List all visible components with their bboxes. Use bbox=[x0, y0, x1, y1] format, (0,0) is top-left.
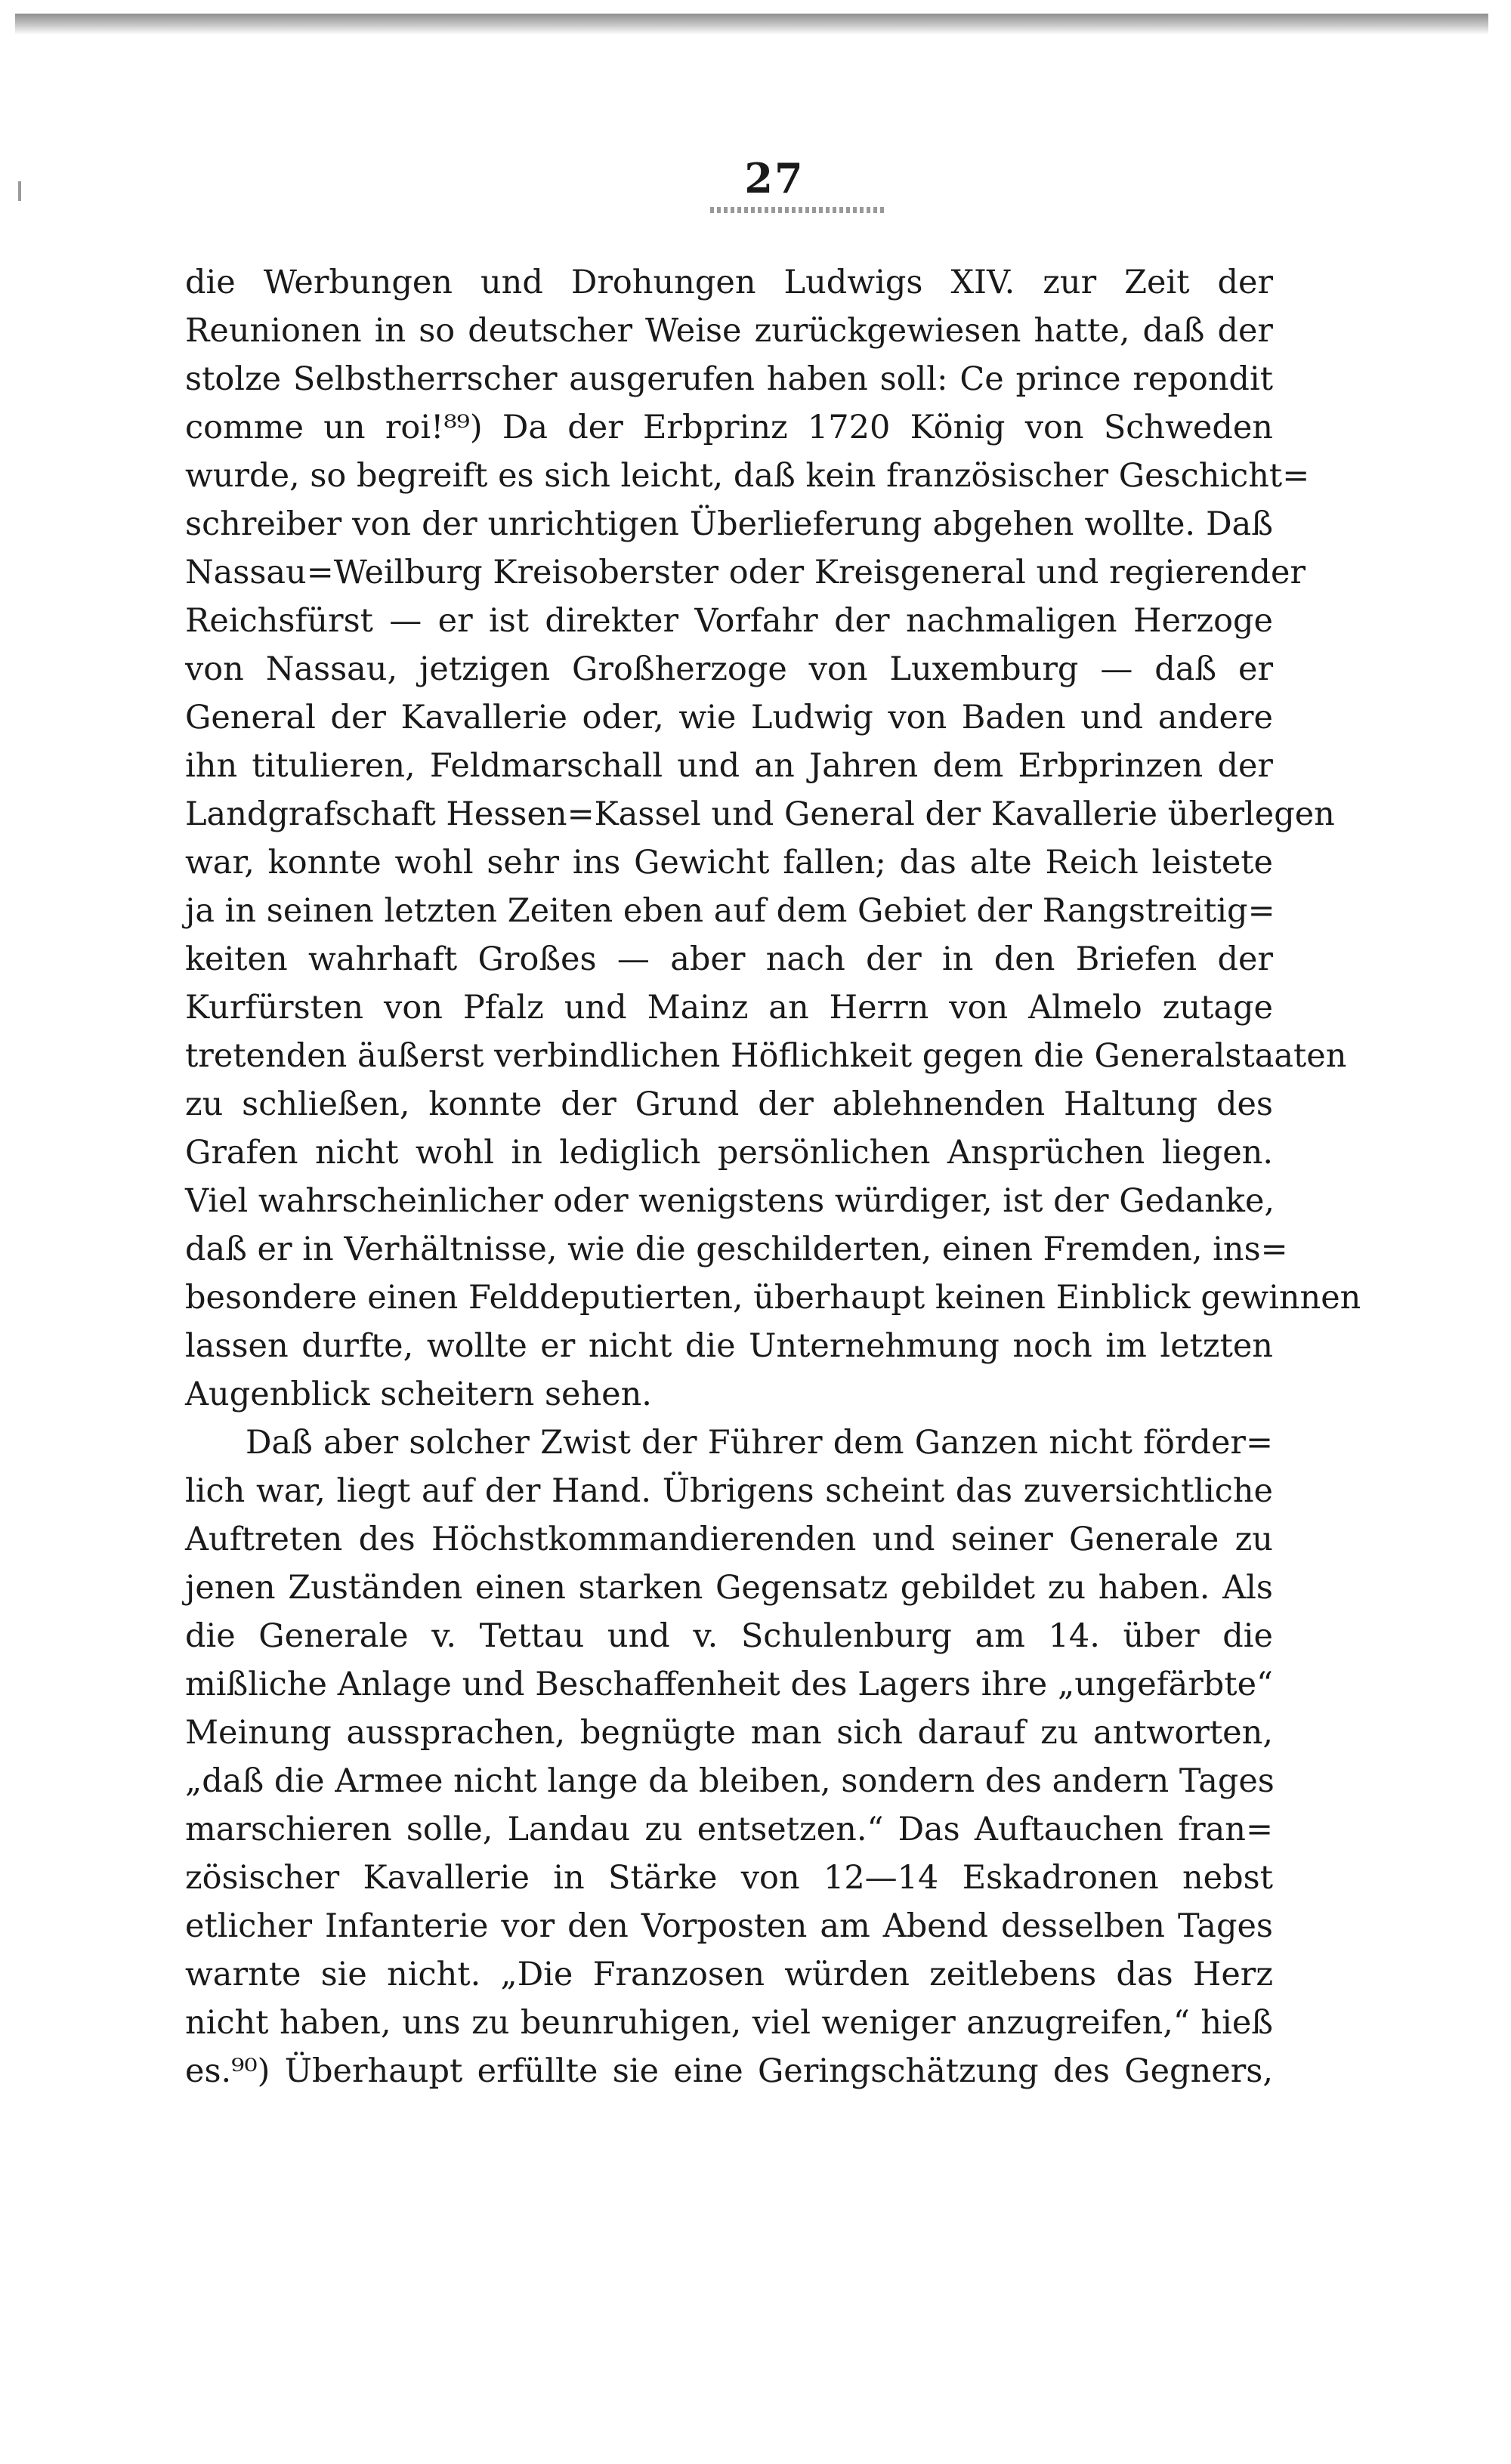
text-line: Grafen nicht wohl in lediglich persönlichen Ansprüchen liegen. bbox=[185, 1134, 1273, 1172]
paragraph-2 bbox=[185, 1419, 1273, 2095]
text-line: es.⁹⁰) Überhaupt erfüllte sie eine Geringschätzung des Gegners, bbox=[185, 2052, 1273, 2090]
text-line: jenen Zuständen einen starken Gegensatz gebildet zu haben. Als bbox=[185, 1569, 1273, 1607]
book-page bbox=[185, 151, 1361, 2095]
scan-edge-shadow bbox=[15, 14, 1488, 35]
text-line: die Werbungen und Drohungen Ludwigs XIV. zur Zeit der bbox=[185, 264, 1273, 301]
text-line: Reichsfürst — er ist direkter Vorfahr der nachmaligen Herzoge bbox=[185, 602, 1273, 640]
text-line: war, konnte wohl sehr ins Gewicht fallen; das alte Reich leistete bbox=[185, 844, 1273, 882]
text-line: Landgrafschaft Hessen=Kassel und General der Kavallerie überlegen bbox=[185, 795, 1335, 833]
text-line: Reunionen in so deutscher Weise zurückgewiesen hatte, daß der bbox=[185, 312, 1273, 350]
text-line: von Nassau, jetzigen Großherzoge von Luxemburg — daß er bbox=[185, 650, 1273, 688]
text-line: Daß aber solcher Zwist der Führer dem Ganzen nicht förder= bbox=[246, 1424, 1273, 1462]
text-line: nicht haben, uns zu beunruhigen, viel weniger anzugreifen,“ hieß bbox=[185, 2004, 1273, 2042]
page-number: 27 bbox=[744, 154, 805, 202]
text-line: „daß die Armee nicht lange da bleiben, sondern des andern Tages bbox=[185, 1762, 1275, 1800]
text-line: stolze Selbstherrscher ausgerufen haben soll: Ce prince repondit bbox=[185, 360, 1273, 398]
text-line: daß er in Verhältnisse, wie die geschilderten, einen Fremden, ins= bbox=[185, 1230, 1288, 1268]
text-line: schreiber von der unrichtigen Überlieferung abgehen wollte. Daß bbox=[185, 505, 1273, 543]
text-line: wurde, so begreift es sich leicht, daß kein französischer Geschicht= bbox=[185, 457, 1310, 495]
text-line: besondere einen Felddeputierten, überhaupt keinen Einblick gewinnen bbox=[185, 1279, 1361, 1317]
text-line: General der Kavallerie oder, wie Ludwig von Baden und andere bbox=[185, 699, 1273, 736]
text-line: zu schließen, konnte der Grund der ablehnenden Haltung des bbox=[185, 1085, 1273, 1123]
page-text bbox=[185, 258, 1361, 2095]
paragraph-1 bbox=[185, 258, 1361, 1419]
text-line: Kurfürsten von Pfalz und Mainz an Herrn von Almelo zutage bbox=[185, 989, 1273, 1027]
text-line: ihn titulieren, Feldmarschall und an Jahren dem Erbprinzen der bbox=[185, 747, 1273, 785]
text-line: keiten wahrhaft Großes — aber nach der in den Briefen der bbox=[185, 940, 1273, 978]
text-line: tretenden äußerst verbindlichen Höflichkeit gegen die Generalstaaten bbox=[185, 1037, 1347, 1075]
text-line: lich war, liegt auf der Hand. Übrigens scheint das zuversichtliche bbox=[185, 1472, 1273, 1510]
text-line: warnte sie nicht. „Die Franzosen würden zeitlebens das Herz bbox=[185, 1956, 1273, 1993]
text-line: zösischer Kavallerie in Stärke von 12—14 Eskadronen nebst bbox=[185, 1859, 1273, 1897]
text-line: etlicher Infanterie vor den Vorposten am Abend desselben Tages bbox=[185, 1907, 1273, 1945]
text-line: Augenblick scheitern sehen. bbox=[185, 1376, 652, 1413]
text-line: Nassau=Weilburg Kreisoberster oder Kreisgeneral und regierender bbox=[185, 554, 1306, 591]
text-line: comme un roi!⁸⁹) Da der Erbprinz 1720 König von Schweden bbox=[185, 409, 1273, 446]
text-line: Viel wahrscheinlicher oder wenigstens würdiger, ist der Gedanke, bbox=[185, 1182, 1275, 1220]
text-line: lassen durfte, wollte er nicht die Unternehmung noch im letzten bbox=[185, 1327, 1273, 1365]
scan-margin-mark bbox=[18, 181, 21, 201]
page-number-rule bbox=[710, 207, 884, 213]
text-line: Meinung aussprachen, begnügte man sich darauf zu antworten, bbox=[185, 1714, 1273, 1752]
text-line: mißliche Anlage und Beschaffenheit des Lagers ihre „ungefärbte“ bbox=[185, 1666, 1273, 1703]
text-line: marschieren solle, Landau zu entsetzen.“ Das Auftauchen fran= bbox=[185, 1811, 1273, 1848]
text-line: Auftreten des Höchstkommandierenden und seiner Generale zu bbox=[185, 1521, 1273, 1558]
text-line: die Generale v. Tettau und v. Schulenburg am 14. über die bbox=[185, 1617, 1273, 1655]
text-line: ja in seinen letzten Zeiten eben auf dem Gebiet der Rangstreitig= bbox=[185, 892, 1275, 930]
